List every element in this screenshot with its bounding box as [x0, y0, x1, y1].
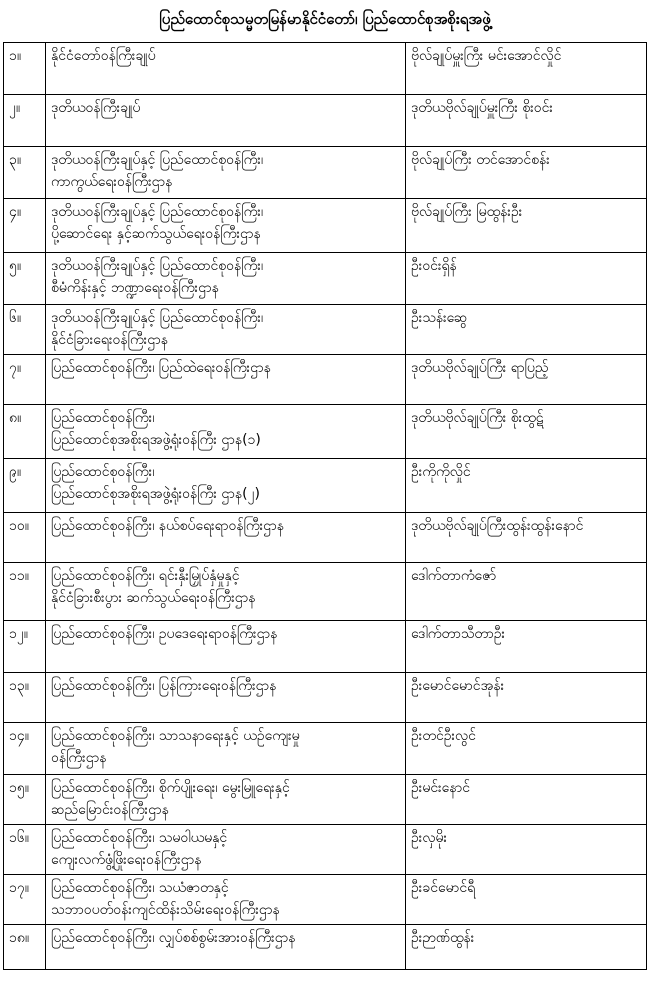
ministry-post-line: စီမံကိန်းနှင့် ဘဏ္ဍာရေးဝန်ကြီးဌာန: [51, 280, 219, 296]
ministry-post-cell: [46, 405, 406, 459]
table-row: [4, 925, 647, 970]
ministry-post-line: ပို့ဆောင်ရေး နှင့်ဆက်သွယ်ရေးဝန်ကြီးဌာန: [51, 226, 261, 242]
ministry-post-cell: [46, 673, 406, 723]
table-row: [4, 459, 647, 513]
row-number: ၅။: [4, 253, 46, 305]
table-row: [4, 405, 647, 459]
minister-name: ဒုတိယဗိုလ်ချုပ်ကြီး စိုးထွဋ်: [406, 405, 647, 459]
ministry-post-line: ပြည်ထောင်စုဝန်ကြီး၊ ဥပဒေရေးရာဝန်ကြီးဌာန: [51, 626, 278, 642]
ministry-post-line: ပြည်ထောင်စုဝန်ကြီး၊ နယ်စပ်ရေးရာဝန်ကြီးဌာန: [51, 518, 284, 534]
ministry-post-line: ဒုတိယဝန်ကြီးချုပ်နှင့် ပြည်ထောင်စုဝန်ကြီး၊: [51, 310, 264, 326]
table-row: [4, 723, 647, 775]
row-number: ၁၄။: [4, 723, 46, 775]
table-row: [4, 95, 647, 147]
ministry-post-cell: [46, 459, 406, 513]
ministry-post-line: ပြည်ထောင်စုဝန်ကြီး၊: [51, 410, 155, 426]
ministry-post-cell: [46, 513, 406, 563]
table-row: [4, 43, 647, 95]
row-number: ၉။: [4, 459, 46, 513]
ministry-post-line: ပြည်ထောင်စုဝန်ကြီး၊ သာသနာရေးနှင့် ယဉ်ကျေးမှု: [51, 728, 300, 744]
row-number: ၆။: [4, 305, 46, 355]
table-row: [4, 199, 647, 253]
ministry-post-line: ဝန်ကြီးဌာန: [51, 750, 107, 766]
row-number: ၁၈။: [4, 925, 46, 970]
table-row: [4, 621, 647, 673]
table-row: [4, 563, 647, 621]
minister-name: ဒေါက်တာကံဇော်: [406, 563, 647, 621]
ministry-post-cell: [46, 305, 406, 355]
ministry-post-cell: [46, 43, 406, 95]
minister-name: ဒုတိယဗိုလ်ချုပ်ကြီးထွန်းထွန်းနောင်: [406, 513, 647, 563]
minister-name: ဒုတိယဗိုလ်ချုပ်ကြီး ရာပြည့်: [406, 355, 647, 405]
ministry-post-line: ဒုတိယဝန်ကြီးချုပ်နှင့် ပြည်ထောင်စုဝန်ကြီး၊: [51, 204, 264, 220]
minister-name: ဗိုလ်ချုပ်ကြီး တင်အောင်စန်း: [406, 147, 647, 199]
minister-name: ဦးသန်းဆွေ: [406, 305, 647, 355]
ministry-post-line: ဒုတိယဝန်ကြီးချုပ်: [51, 100, 141, 116]
table-row: [4, 253, 647, 305]
ministry-post-line: ပြည်ထောင်စုအစိုးရအဖွဲ့ရုံးဝန်ကြီး ဌာန(၁): [51, 432, 261, 448]
row-number: ၁၆။: [4, 825, 46, 875]
row-number: ၁၀။: [4, 513, 46, 563]
minister-name: ဦးမင်းနောင်: [406, 775, 647, 825]
ministry-post-cell: [46, 355, 406, 405]
ministry-post-line: ဒုတိယဝန်ကြီးချုပ်နှင့် ပြည်ထောင်စုဝန်ကြီး၊: [51, 258, 264, 274]
row-number: ၁၇။: [4, 875, 46, 925]
ministry-post-cell: [46, 199, 406, 253]
table-row: [4, 147, 647, 199]
table-row: [4, 305, 647, 355]
minister-name: ဦးဉာဏ်ထွန်း: [406, 925, 647, 970]
ministry-post-line: သဘာဝပတ်ဝန်းကျင်ထိန်းသိမ်းရေးဝန်ကြီးဌာန: [51, 902, 280, 918]
ministry-post-line: ပြည်ထောင်စုဝန်ကြီး၊ ရင်းနှီးမြှုပ်နှံမှုနှင့်: [51, 568, 240, 584]
row-number: ၂။: [4, 95, 46, 147]
ministry-post-line: ပြည်ထောင်စုဝန်ကြီး၊ လျှပ်စစ်စွမ်းအားဝန်ကြီးဌာန: [51, 930, 296, 946]
table-row: [4, 673, 647, 723]
ministry-post-line: နိုင်ငံခြားစီးပွား ဆက်သွယ်ရေးဝန်ကြီးဌာန: [51, 590, 256, 606]
minister-name: ဒေါက်တာသီတာဦး: [406, 621, 647, 673]
row-number: ၁၃။: [4, 673, 46, 723]
minister-name: ဗိုလ်ချုပ်မှူးကြီး မင်းအောင်လှိုင်: [406, 43, 647, 95]
row-number: ၇။: [4, 355, 46, 405]
ministry-post-line: ပြည်ထောင်စုဝန်ကြီး၊ သယံဇာတနှင့်: [51, 880, 229, 896]
document-title: ပြည်ထောင်စုသမ္မတမြန်မာနိုင်ငံတော်၊ ပြည်ထောင်စုအစိုးရအဖွဲ့: [159, 10, 491, 28]
row-number: ၁၁။: [4, 563, 46, 621]
ministry-post-cell: [46, 825, 406, 875]
ministry-post-line: ဒုတိယဝန်ကြီးချုပ်နှင့် ပြည်ထောင်စုဝန်ကြီး၊: [51, 152, 264, 168]
minister-name: ဒုတိယဗိုလ်ချုပ်မှူးကြီး စိုးဝင်း: [406, 95, 647, 147]
ministry-post-cell: [46, 723, 406, 775]
table-row: [4, 355, 647, 405]
row-number: ၁၂။: [4, 621, 46, 673]
ministry-post-line: ပြည်ထောင်စုအစိုးရအဖွဲ့ရုံးဝန်ကြီး ဌာန(၂): [51, 486, 260, 502]
ministry-post-cell: [46, 147, 406, 199]
ministry-post-line: ပြည်ထောင်စုဝန်ကြီး၊ ပြည်ထဲရေးဝန်ကြီးဌာန: [51, 360, 271, 376]
row-number: ၁။: [4, 43, 46, 95]
ministry-post-line: နိုင်ငံခြားရေးဝန်ကြီးဌာန: [51, 332, 168, 348]
table-row: [4, 775, 647, 825]
ministers-table-body: [4, 43, 647, 970]
table-row: [4, 825, 647, 875]
table-row: [4, 513, 647, 563]
minister-name: ဦးတင်ဦးလွင်: [406, 723, 647, 775]
row-number: ၁၅။: [4, 775, 46, 825]
ministry-post-cell: [46, 775, 406, 825]
ministry-post-cell: [46, 875, 406, 925]
ministry-post-cell: [46, 925, 406, 970]
minister-name: ဦးခင်မောင်ရီ: [406, 875, 647, 925]
ministry-post-line: ပြည်ထောင်စုဝန်ကြီး၊ သမဝါယမနှင့်: [51, 830, 228, 846]
ministry-post-line: ပြည်ထောင်စုဝန်ကြီး၊: [51, 464, 155, 480]
minister-name: ဦးဝင်းရှိန်: [406, 253, 647, 305]
row-number: ၈။: [4, 405, 46, 459]
row-number: ၄။: [4, 199, 46, 253]
ministers-table: [3, 42, 647, 970]
minister-name: ဦးကိုကိုလှိုင်: [406, 459, 647, 513]
ministry-post-cell: [46, 621, 406, 673]
ministry-post-line: ဆည်မြောင်းဝန်ကြီးဌာန: [51, 802, 169, 818]
ministry-post-line: နိုင်ငံတော်ဝန်ကြီးချုပ်: [51, 48, 156, 64]
minister-name: ဦးလှမိုး: [406, 825, 647, 875]
ministry-post-line: ကျေးလက်ဖွံ့ဖြိုးရေးဝန်ကြီးဌာန: [51, 852, 202, 868]
ministry-post-line: ပြည်ထောင်စုဝန်ကြီး၊ ပြန်ကြားရေးဝန်ကြီးဌာန: [51, 678, 277, 694]
minister-name: ဦးမောင်မောင်အုန်း: [406, 673, 647, 723]
ministry-post-cell: [46, 563, 406, 621]
ministry-post-line: ကာကွယ်ရေးဝန်ကြီးဌာန: [51, 174, 173, 190]
minister-name: ဗိုလ်ချုပ်ကြီး မြထွန်းဦး: [406, 199, 647, 253]
row-number: ၃။: [4, 147, 46, 199]
ministry-post-cell: [46, 95, 406, 147]
ministry-post-cell: [46, 253, 406, 305]
table-row: [4, 875, 647, 925]
ministry-post-line: ပြည်ထောင်စုဝန်ကြီး၊ စိုက်ပျိုးရေး၊ မွေးမြူရေးနှင့်: [51, 780, 290, 796]
